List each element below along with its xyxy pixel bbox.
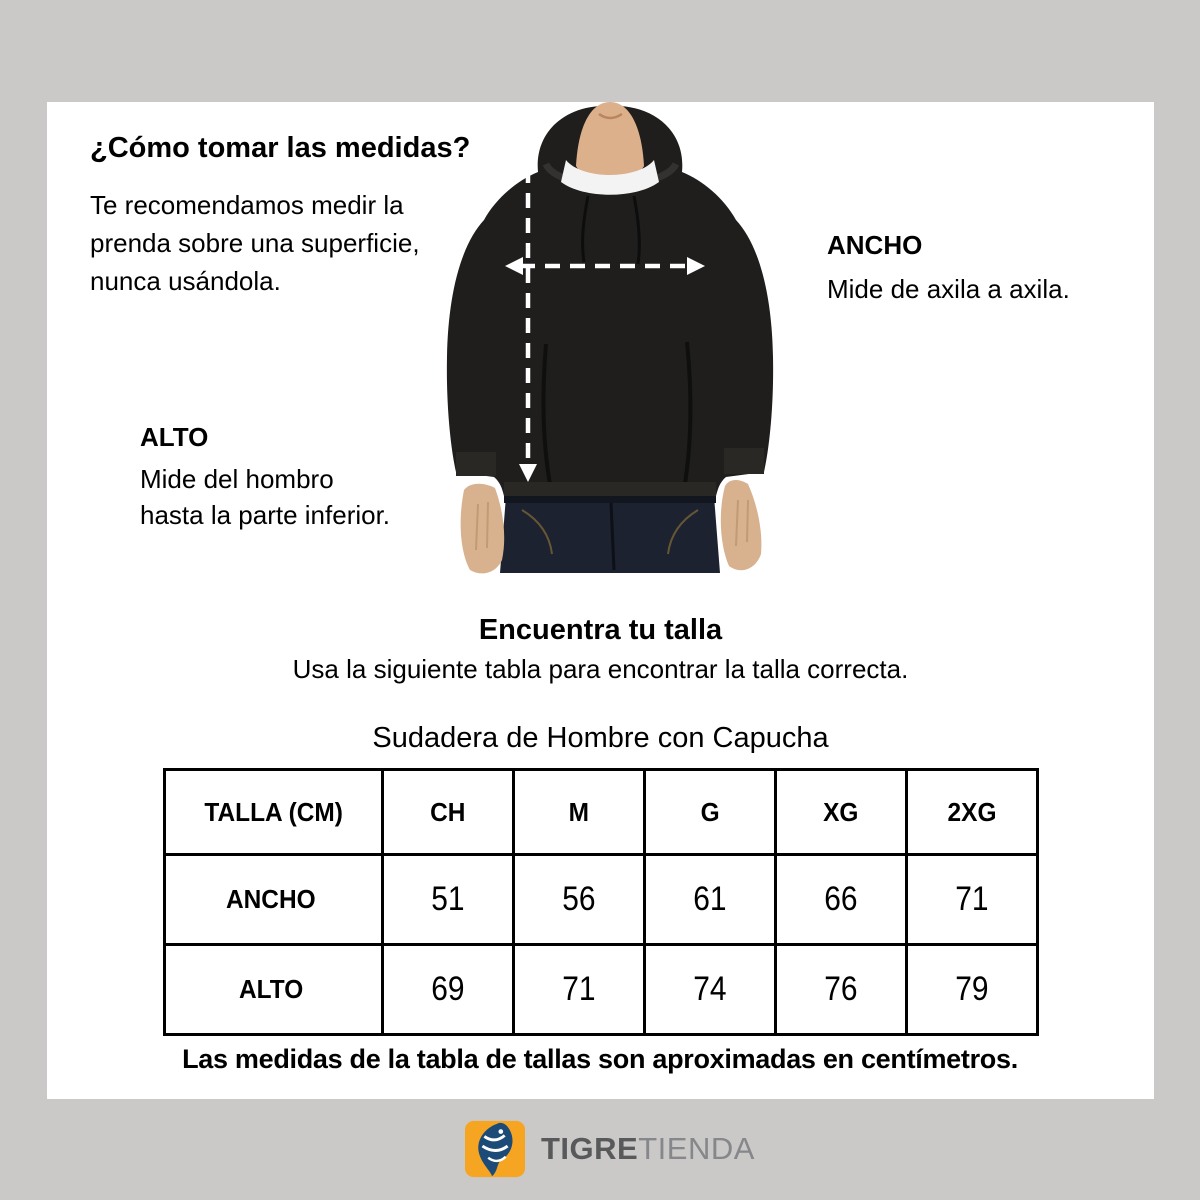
brand-name-primary: TIGRE <box>541 1131 639 1166</box>
height-measure-desc-line: hasta la parte inferior. <box>140 500 391 530</box>
how-to-line: Te recomendamos medir la <box>90 190 404 220</box>
alto-value-2xg: 79 <box>907 945 1038 1035</box>
size-table <box>163 768 1039 1036</box>
size-table-note: Las medidas de la tabla de tallas son aproximadas en centímetros. <box>182 1044 1018 1074</box>
width-measure-label <box>827 230 1070 307</box>
brand-name-secondary: TIENDA <box>638 1131 755 1166</box>
ancho-value-m: 56 <box>514 855 645 945</box>
width-measure-title: ANCHO <box>827 230 923 260</box>
find-your-size-title: Encuentra tu talla <box>478 614 723 646</box>
hoodie-model-photo <box>430 102 790 574</box>
row-label-ancho: ANCHO <box>165 855 383 945</box>
height-measure-label <box>140 422 390 533</box>
how-to-measure-title: ¿Cómo tomar las medidas? <box>90 132 471 164</box>
how-to-line: nunca usándola. <box>90 266 281 296</box>
alto-value-m: 71 <box>514 945 645 1035</box>
find-your-size-subtitle: Usa la siguiente tabla para encontrar la talla correcta. <box>292 654 909 684</box>
tiger-icon <box>464 1119 526 1179</box>
how-to-measure-text <box>90 186 420 300</box>
size-guide-card <box>47 102 1154 1099</box>
ancho-value-2xg: 71 <box>907 855 1038 945</box>
col-header-m: M <box>514 770 645 855</box>
brand-name <box>541 1131 755 1167</box>
table-row-ancho <box>165 855 1038 945</box>
alto-value-xg: 76 <box>776 945 907 1035</box>
size-table-caption: Sudadera de Hombre con Capucha <box>372 722 829 754</box>
alto-value-g: 74 <box>645 945 776 1035</box>
height-measure-desc-line: Mide del hombro <box>140 464 334 494</box>
brand-logo <box>464 1117 755 1181</box>
ancho-value-g: 61 <box>645 855 776 945</box>
height-measure-title: ALTO <box>140 422 209 452</box>
model-hand-right <box>721 480 762 570</box>
row-label-alto: ALTO <box>165 945 383 1035</box>
col-header-ch: CH <box>383 770 514 855</box>
col-header-g: G <box>645 770 776 855</box>
model-hand-left <box>461 484 505 574</box>
width-measure-desc: Mide de axila a axila. <box>827 274 1070 304</box>
col-header-xg: XG <box>776 770 907 855</box>
size-table-header-row <box>165 770 1038 855</box>
alto-value-ch: 69 <box>383 945 514 1035</box>
ancho-value-ch: 51 <box>383 855 514 945</box>
how-to-line: prenda sobre una superficie, <box>90 228 420 258</box>
table-row-alto <box>165 945 1038 1035</box>
col-header-talla: TALLA (CM) <box>165 770 383 855</box>
ancho-value-xg: 66 <box>776 855 907 945</box>
col-header-2xg: 2XG <box>907 770 1038 855</box>
